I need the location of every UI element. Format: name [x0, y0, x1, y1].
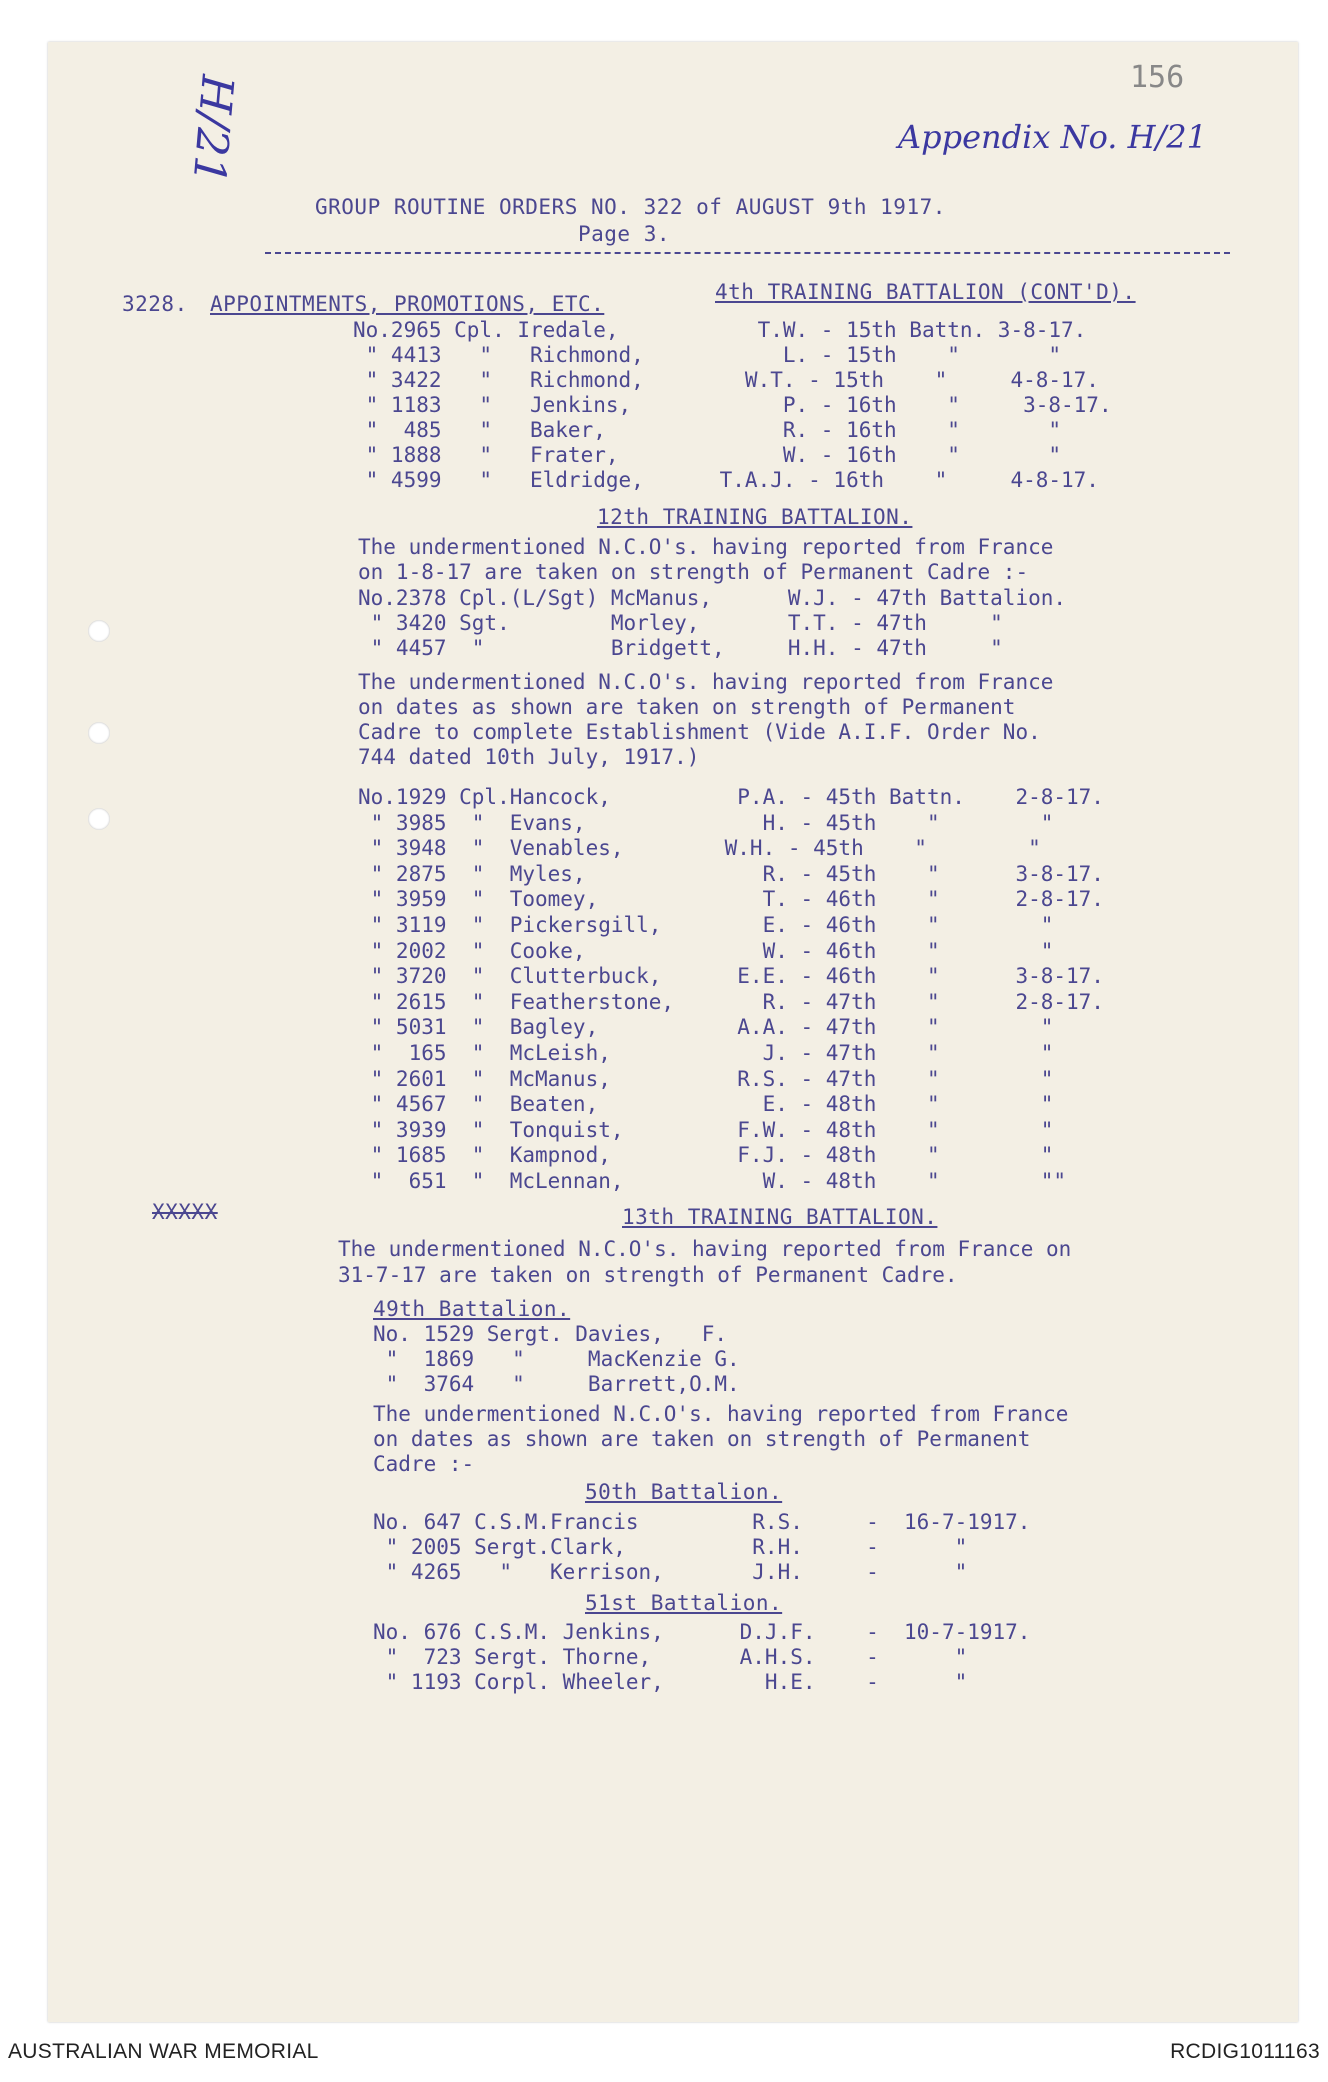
- roster-row: No. 1529 Sergt. Davies, F.: [373, 1322, 728, 1346]
- subheading-50th: 50th Battalion.: [585, 1480, 783, 1504]
- paragraph-line: on dates as shown are taken on strength of Permanent: [358, 695, 1016, 719]
- paragraph-line: on 1-8-17 are taken on strength of Permanent Cadre :-: [358, 560, 1029, 584]
- roster-row: " 4599 " Eldridge, T.A.J. - 16th " 4-8-17.: [353, 468, 1099, 492]
- roster-row: " 1685 " Kampnod, F.J. - 48th " ": [358, 1143, 1054, 1168]
- section-heading: APPOINTMENTS, PROMOTIONS, ETC.: [210, 292, 605, 316]
- roster-row: " 3720 " Clutterbuck, E.E. - 46th " 3-8-17.: [358, 964, 1104, 989]
- roster-row: " 723 Sergt. Thorne, A.H.S. - ": [373, 1645, 968, 1669]
- roster-row: " 4457 " Bridgett, H.H. - 47th ": [358, 636, 1003, 660]
- page-number: 156: [1130, 60, 1185, 95]
- page-label: Page 3.: [578, 222, 671, 246]
- paragraph-line: 31-7-17 are taken on strength of Permanent Cadre.: [338, 1263, 958, 1287]
- roster-row: " 3119 " Pickersgill, E. - 46th " ": [358, 913, 1054, 937]
- paragraph-line: Cadre to complete Establishment (Vide A.I.F. Order No.: [358, 720, 1041, 744]
- roster-row: " 1888 " Frater, W. - 16th " ": [353, 443, 1062, 467]
- roster-row: No.1929 Cpl.Hancock, P.A. - 45th Battn. 2-8-17.: [358, 785, 1104, 809]
- document-title: GROUP ROUTINE ORDERS NO. 322 of AUGUST 9th 1917.: [315, 195, 946, 219]
- roster-row: " 651 " McLennan, W. - 48th " "": [358, 1169, 1067, 1193]
- roster-row: " 2615 " Featherstone, R. - 47th " 2-8-17.: [358, 989, 1104, 1014]
- roster-row: " 4567 " Beaten, E. - 48th " ": [358, 1092, 1054, 1117]
- roster-row: " 2005 Sergt.Clark, R.H. - ": [373, 1535, 968, 1559]
- punch-hole: [88, 722, 110, 744]
- section-number: 3228.: [122, 292, 188, 316]
- roster-row: " 4265 " Kerrison, J.H. - ": [373, 1560, 968, 1584]
- roster-row: " 3948 " Venables, W.H. - 45th " ": [358, 836, 1041, 861]
- roster-row: " 2002 " Cooke, W. - 46th " ": [358, 938, 1054, 963]
- subheading-51st: 51st Battalion.: [585, 1591, 783, 1615]
- roster-row: " 3420 Sgt. Morley, T.T. - 47th ": [358, 611, 1003, 635]
- roster-row: " 3422 " Richmond, W.T. - 15th " 4-8-17.: [353, 368, 1099, 392]
- roster-row: " 3985 " Evans, H. - 45th " ": [358, 810, 1054, 835]
- paragraph-line: on dates as shown are taken on strength of Permanent: [373, 1427, 1031, 1451]
- paragraph-line: The undermentioned N.C.O's. having reported from France on: [338, 1237, 1072, 1261]
- paragraph-line: Cadre :-: [373, 1452, 475, 1476]
- roster-row: No. 647 C.S.M.Francis R.S. - 16-7-1917.: [373, 1510, 1031, 1534]
- roster-row: " 3764 " Barrett,O.M.: [373, 1372, 740, 1396]
- paragraph-line: The undermentioned N.C.O's. having reported from France: [358, 670, 1054, 694]
- punch-hole: [88, 808, 110, 830]
- footer-source: AUSTRALIAN WAR MEMORIAL: [8, 2040, 319, 2063]
- roster-row: " 1869 " MacKenzie G.: [373, 1347, 740, 1371]
- unit-heading: 4th TRAINING BATTALION (CONT'D).: [715, 280, 1136, 304]
- roster-row: " 1183 " Jenkins, P. - 16th " 3-8-17.: [353, 393, 1112, 417]
- roster-row: No.2965 Cpl. Iredale, T.W. - 15th Battn. 3-8-17.: [353, 318, 1087, 342]
- roster-row: " 2601 " McManus, R.S. - 47th " ": [358, 1066, 1054, 1091]
- roster-row: " 165 " McLeish, J. - 47th " ": [358, 1041, 1054, 1065]
- roster-row: " 3939 " Tonquist, F.W. - 48th " ": [358, 1117, 1054, 1142]
- roster-row: " 5031 " Bagley, A.A. - 47th " ": [358, 1015, 1054, 1040]
- punch-hole: [88, 620, 110, 642]
- paragraph-line: The undermentioned N.C.O's. having reported from France: [373, 1402, 1069, 1426]
- paragraph-line: The undermentioned N.C.O's. having reported from France: [358, 535, 1054, 559]
- margin-mark: H/21: [182, 72, 243, 187]
- roster-row: " 2875 " Myles, R. - 45th " 3-8-17.: [358, 861, 1104, 886]
- divider: [265, 252, 1230, 254]
- struck-out-mark: XXXXX: [152, 1200, 218, 1224]
- roster-row: " 1193 Corpl. Wheeler, H.E. - ": [373, 1670, 968, 1694]
- roster-row: " 4413 " Richmond, L. - 15th " ": [353, 343, 1062, 367]
- footer-reference: RCDIG1011163: [1170, 2040, 1320, 2063]
- roster-row: No.2378 Cpl.(L/Sgt) McManus, W.J. - 47th Battalion.: [358, 586, 1067, 610]
- thirteenth-heading: 13th TRAINING BATTALION.: [622, 1205, 938, 1229]
- twelfth-heading: 12th TRAINING BATTALION.: [597, 505, 913, 529]
- roster-row: " 485 " Baker, R. - 16th " ": [353, 418, 1062, 442]
- subheading-49th: 49th Battalion.: [373, 1297, 571, 1321]
- roster-row: " 3959 " Toomey, T. - 46th " 2-8-17.: [358, 887, 1104, 912]
- paragraph-line: 744 dated 10th July, 1917.): [358, 745, 700, 769]
- appendix-label: Appendix No. H/21: [898, 118, 1208, 156]
- roster-row: No. 676 C.S.M. Jenkins, D.J.F. - 10-7-1917.: [373, 1620, 1031, 1644]
